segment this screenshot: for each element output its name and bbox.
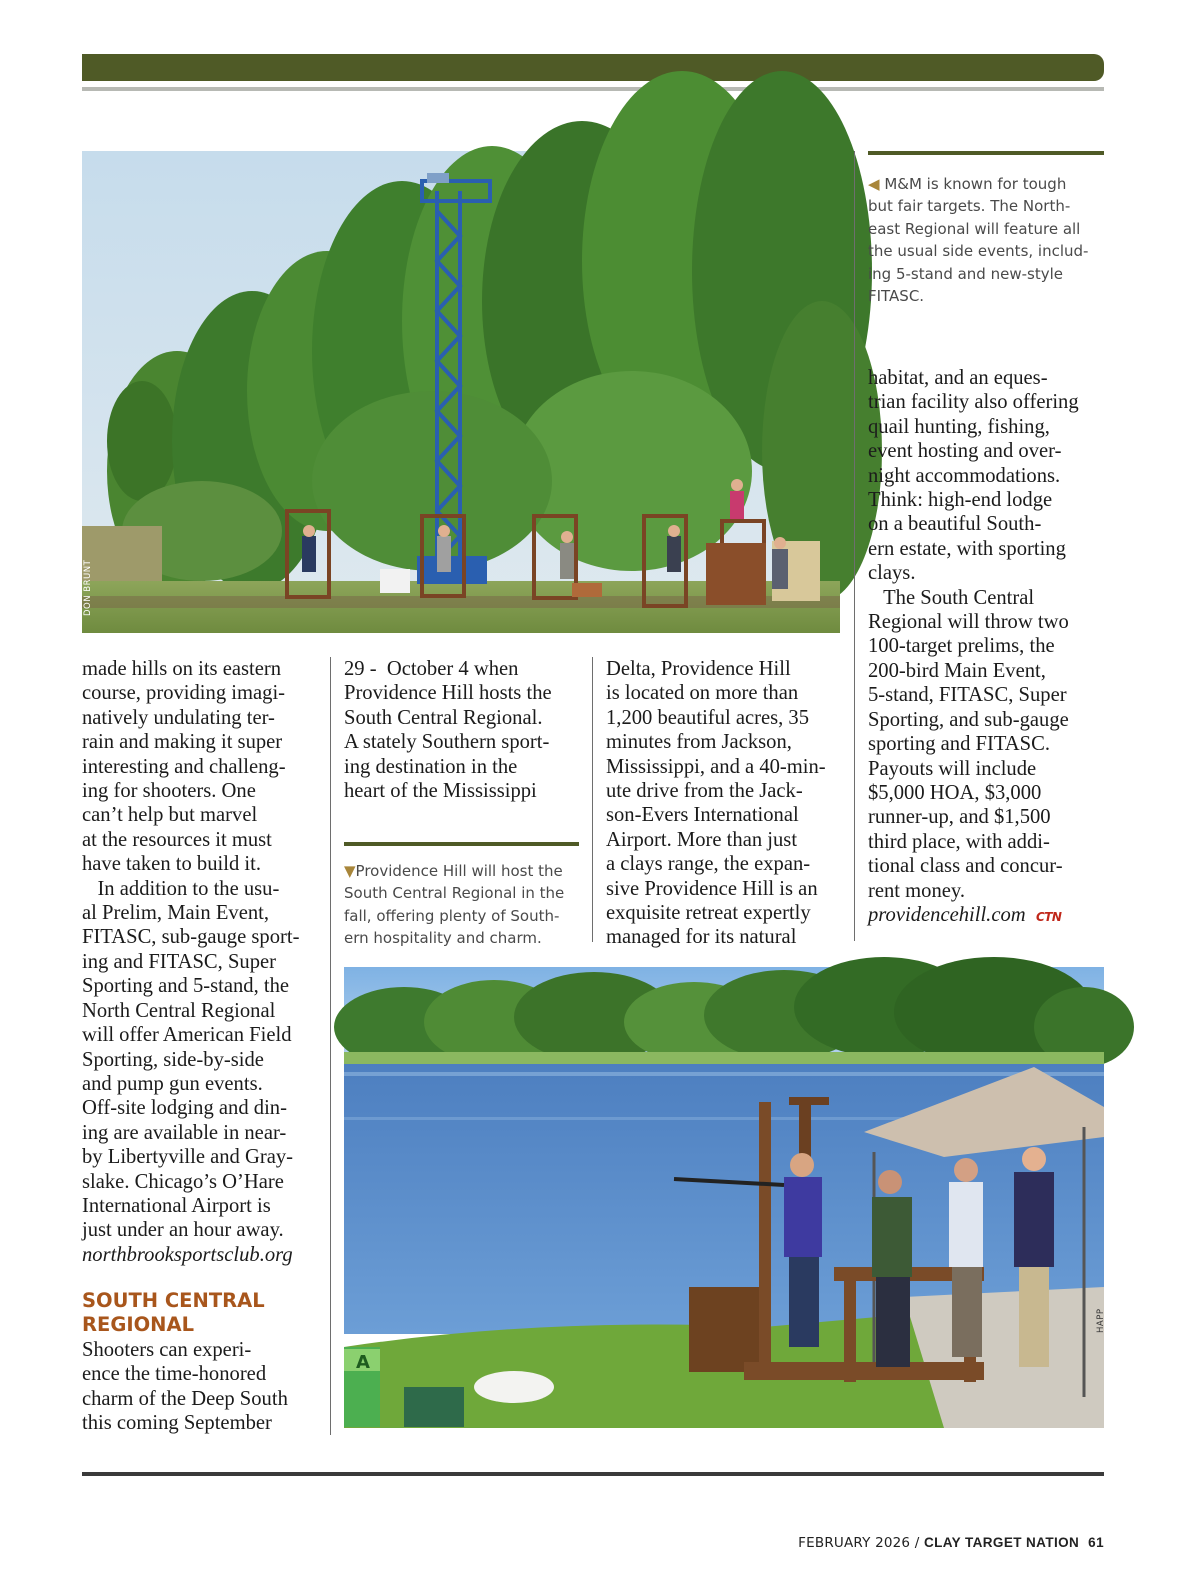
heading-line: REGIONAL bbox=[82, 1313, 195, 1336]
website-link[interactable]: providencehill.com bbox=[868, 903, 1026, 926]
text-line: Shooters can experi- bbox=[82, 1339, 252, 1361]
website-link[interactable]: northbrooksportsclub.org bbox=[82, 1243, 293, 1266]
text-line: 1,200 beautiful acres, 35 bbox=[606, 706, 810, 729]
text-line: is located on more than bbox=[606, 682, 799, 705]
text-line: ute drive from the Jack- bbox=[606, 780, 803, 803]
column-4 bbox=[868, 366, 1104, 929]
text-line: tional class and concur- bbox=[868, 855, 1063, 878]
text-line: just under an hour away. bbox=[82, 1219, 284, 1242]
station-sign: A bbox=[356, 1352, 370, 1373]
text-line: 100-target prelims, the bbox=[868, 635, 1055, 658]
text-line: Airport. More than just bbox=[606, 828, 798, 851]
section-heading bbox=[82, 1289, 318, 1337]
text-line: 5-stand, FITASC, Super bbox=[868, 684, 1067, 707]
text-line: and pump gun events. bbox=[82, 1072, 263, 1095]
text-line: A stately Southern sport- bbox=[344, 731, 550, 754]
text-line: North Central Regional bbox=[82, 999, 276, 1022]
text-line: al Prelim, Main Event, bbox=[82, 902, 270, 925]
text-line: $5,000 HOA, $3,000 bbox=[868, 781, 1042, 804]
text-line: course, providing imagi- bbox=[82, 682, 286, 705]
text-line: Payouts will include bbox=[868, 757, 1037, 780]
text-line: ing are available in near- bbox=[82, 1121, 287, 1144]
text-line: Delta, Providence Hill bbox=[606, 658, 791, 680]
heading-line: SOUTH CENTRAL bbox=[82, 1289, 265, 1312]
text-line: ing for shooters. One bbox=[82, 780, 256, 803]
text-line: charm of the Deep South bbox=[82, 1387, 288, 1410]
header-bar bbox=[82, 54, 1104, 81]
text-line: quail hunting, fishing, bbox=[868, 415, 1050, 438]
caption-line: east Regional will feature all bbox=[868, 219, 1081, 238]
column-divider bbox=[854, 151, 855, 941]
text-line: exquisite retreat expertly bbox=[606, 902, 811, 925]
text-line: slake. Chicago’s O’Hare bbox=[82, 1170, 284, 1193]
photo-caption-providence bbox=[344, 860, 580, 950]
column-divider bbox=[330, 657, 331, 1435]
text-line: ing and FITASC, Super bbox=[82, 950, 276, 973]
text-line: 29 - October 4 when bbox=[344, 658, 519, 680]
text-line: Sporting and 5-stand, the bbox=[82, 975, 290, 998]
text-line: rent money. bbox=[868, 879, 966, 902]
text-line: interesting and challeng- bbox=[82, 755, 286, 778]
text-line: rain and making it super bbox=[82, 731, 283, 754]
caption-line: ern hospitality and charm. bbox=[344, 929, 542, 948]
caption-line: South Central Regional in the bbox=[344, 884, 565, 903]
text-line: South Central Regional. bbox=[344, 706, 543, 729]
caption-line: ing 5-stand and new-style bbox=[868, 264, 1063, 283]
text-line: trian facility also offering bbox=[868, 391, 1079, 414]
text-line: ern estate, with sporting bbox=[868, 537, 1066, 560]
text-line: can’t help but marvel bbox=[82, 804, 258, 827]
text-line: have taken to build it. bbox=[82, 853, 262, 876]
text-line: a clays range, the expan- bbox=[606, 853, 811, 876]
magazine-title: CLAY TARGET NATION bbox=[923, 1535, 1080, 1550]
page-footer bbox=[798, 1535, 1104, 1551]
caption-arrow-down-icon: ▼ bbox=[344, 862, 356, 880]
caption-line: FITASC. bbox=[868, 287, 925, 306]
text-line: managed for its natural bbox=[606, 926, 797, 949]
text-line: runner-up, and $1,500 bbox=[868, 806, 1051, 829]
caption-line: but fair targets. The North- bbox=[868, 197, 1071, 216]
text-line: habitat, and an eques- bbox=[868, 367, 1048, 389]
footer-rule bbox=[82, 1472, 1104, 1476]
caption-line: Providence Hill will host the bbox=[355, 862, 563, 880]
text-line: this coming September bbox=[82, 1412, 272, 1435]
text-line: Providence Hill hosts the bbox=[344, 682, 552, 705]
issue-date: FEBRUARY 2026 / bbox=[798, 1535, 920, 1551]
text-line: 200-bird Main Event, bbox=[868, 659, 1046, 682]
text-line: ence the time-honored bbox=[82, 1363, 267, 1386]
caption-line: fall, offering plenty of South- bbox=[344, 906, 560, 925]
text-line: The South Central bbox=[883, 586, 1035, 609]
caption-line: the usual side events, includ- bbox=[868, 242, 1089, 261]
text-line: International Airport is bbox=[82, 1194, 271, 1217]
text-line: at the resources it must bbox=[82, 828, 272, 851]
photo-credit: HAPP bbox=[1096, 1308, 1106, 1333]
text-line: son-Evers International bbox=[606, 804, 799, 827]
text-line: Off-site lodging and din- bbox=[82, 1097, 287, 1120]
text-line: In addition to the usu- bbox=[97, 877, 280, 900]
photo-providence-hill bbox=[344, 967, 1104, 1428]
text-line: Sporting, and sub-gauge bbox=[868, 708, 1069, 731]
text-line: heart of the Mississippi bbox=[344, 780, 537, 803]
photo-credit: DON BRUNT bbox=[83, 559, 93, 616]
photo-caption-mm bbox=[868, 173, 1104, 307]
caption-arrow-left-icon: ◀ bbox=[868, 175, 880, 193]
text-line: on a beautiful South- bbox=[868, 513, 1042, 536]
text-line: Mississippi, and a 40-min- bbox=[606, 755, 826, 778]
caption-line: M&M is known for tough bbox=[884, 175, 1067, 193]
text-line: Sporting, side-by-side bbox=[82, 1048, 264, 1071]
column-2 bbox=[344, 657, 580, 803]
page-number: 61 bbox=[1088, 1535, 1104, 1550]
column-divider bbox=[592, 657, 593, 942]
text-line: third place, with addi- bbox=[868, 830, 1050, 853]
text-line: will offer American Field bbox=[82, 1024, 292, 1047]
text-line: sive Providence Hill is an bbox=[606, 877, 818, 900]
column-1 bbox=[82, 657, 318, 1267]
text-line: sporting and FITASC. bbox=[868, 733, 1050, 756]
ctn-end-mark: CTN bbox=[1035, 909, 1062, 924]
text-line: minutes from Jackson, bbox=[606, 731, 792, 754]
text-line: event hosting and over- bbox=[868, 440, 1062, 463]
text-line: night accommodations. bbox=[868, 464, 1061, 487]
text-line: by Libertyville and Gray- bbox=[82, 1146, 294, 1169]
text-line: Think: high-end lodge bbox=[868, 489, 1053, 512]
caption-rule bbox=[868, 151, 1104, 155]
photo-sporting-course bbox=[82, 151, 840, 633]
text-line: FITASC, sub-gauge sport- bbox=[82, 926, 300, 949]
caption-rule bbox=[344, 842, 579, 846]
header-rule bbox=[82, 87, 1104, 91]
text-line: natively undulating ter- bbox=[82, 706, 275, 729]
text-line: ing destination in the bbox=[344, 755, 518, 778]
text-line: Regional will throw two bbox=[868, 611, 1069, 634]
column-3 bbox=[606, 657, 842, 950]
text-line: made hills on its eastern bbox=[82, 658, 282, 680]
column-1-continued bbox=[82, 1338, 318, 1436]
text-line: clays. bbox=[868, 562, 916, 585]
